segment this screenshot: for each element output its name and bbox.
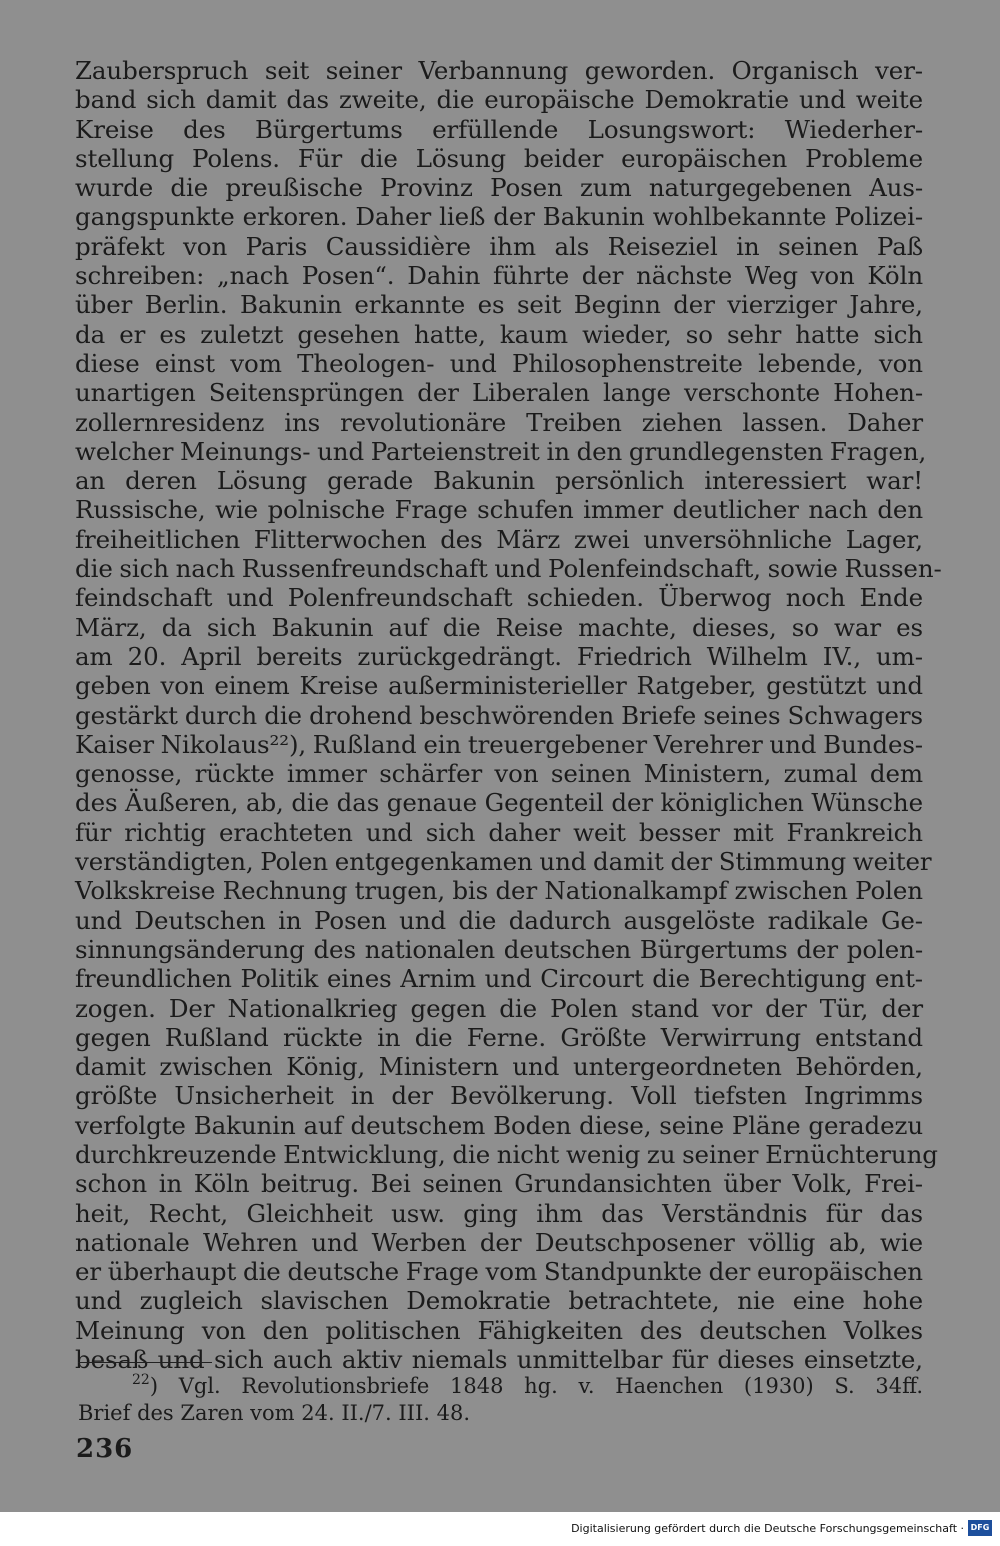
text-line: gestärkt durch die drohend beschwörenden Briefe seines Schwagers [75,700,923,730]
text-line: für richtig erachteten und sich daher weit besser mit Frankreich [75,817,923,847]
text-line: Russische, wie polnische Frage schufen immer deutlicher nach den [75,495,923,525]
text-line: verfolgte Bakunin auf deutschem Boden diese, seine Pläne geradezu [75,1110,923,1140]
text-line: am 20. April bereits zurückgedrängt. Friedrich Wilhelm IV., um- [75,641,923,671]
text-line: damit zwischen König, Ministern und untergeordneten Behörden, [75,1052,923,1082]
text-line: sinnungsänderung des nationalen deutschen Bürgertums der polen- [75,934,923,964]
text-line: des Äußeren, ab, die das genaue Gegenteil der königlichen Wünsche [75,788,923,818]
text-line: wurde die preußische Provinz Posen zum naturgegebenen Aus- [75,173,923,203]
text-line: März, da sich Bakunin auf die Reise machte, dieses, so war es [75,612,923,642]
text-line: Kaiser Nikolaus²²), Rußland ein treuergebener Verehrer und Bundes- [75,729,923,759]
dfg-logo: DFG [968,1520,992,1536]
text-line: Zauberspruch seit seiner Verbannung geworden. Organisch ver- [75,56,923,85]
text-line: gangspunkte erkoren. Daher ließ der Bakunin wohlbekannte Polizei- [75,202,923,232]
footnote-separator [78,1362,212,1363]
text-line: geben von einem Kreise außerministerieller Ratgeber, gestützt und [75,671,923,701]
text-line: gegen Rußland rückte in die Ferne. Größte Verwirrung entstand [75,1022,923,1052]
footnote-text-1: ) Vgl. Revolutionsbriefe 1848 hg. v. Haenchen (1930) S. 34ff. [149,1374,923,1398]
text-line: freiheitlichen Flitterwochen des März zwei unversöhnliche Lager, [75,524,923,554]
footnote-line-2: Brief des Zaren vom 24. II./7. III. 48. [78,1401,471,1425]
text-line: besaß und sich auch aktiv niemals unmittelbar für dieses einsetzte, [75,1345,923,1375]
text-line: durchkreuzende Entwicklung, die nicht wenig zu seiner Ernüchterung [75,1139,938,1169]
footnote-line-1 [78,1373,923,1400]
text-line: freundlichen Politik eines Arnim und Circourt die Berechtigung ent- [75,964,923,994]
text-line: schreiben: „nach Posen“. Dahin führte der nächste Weg von Köln [75,261,923,291]
text-line: verständigten, Polen entgegenkamen und damit der Stimmung weiter [75,847,932,877]
text-line: und zugleich slavischen Demokratie betrachtete, nie eine hohe [75,1286,923,1316]
text-line: unartigen Seitensprüngen der Liberalen lange verschonte Hohen- [75,378,923,408]
text-line: zollernresidenz ins revolutionäre Treiben ziehen lassen. Daher [75,407,923,437]
body-text [75,56,942,1375]
text-line: genosse, rückte immer schärfer von seinen Ministern, zumal dem [75,759,923,789]
text-line: band sich damit das zweite, die europäische Demokratie und weite [75,85,923,115]
footnote-marker: 22 [132,1372,150,1388]
text-line: stellung Polens. Für die Lösung beider europäischen Probleme [75,143,923,173]
text-line: Volkskreise Rechnung trugen, bis der Nationalkampf zwischen Polen [75,876,923,906]
text-line: feindschaft und Polenfreundschaft schieden. Überwog noch Ende [75,583,923,613]
text-line: diese einst vom Theologen- und Philosophenstreite lebende, von [75,348,923,378]
text-line: Kreise des Bürgertums erfüllende Losungswort: Wiederher- [75,114,923,144]
text-line: Meinung von den politischen Fähigkeiten des deutschen Volkes [75,1315,923,1345]
page-number: 236 [76,1434,134,1464]
text-line: zogen. Der Nationalkrieg gegen die Polen stand vor der Tür, der [75,993,923,1023]
text-line: welcher Meinungs- und Parteienstreit in den grundlegensten Fragen, [75,436,927,466]
text-line: da er es zuletzt gesehen hatte, kaum wieder, so sehr hatte sich [75,319,923,349]
text-line: schon in Köln beitrug. Bei seinen Grundansichten über Volk, Frei- [75,1169,923,1199]
digitization-credit: Digitalisierung gefördert durch die Deutsche Forschungsgemeinschaft · [571,1522,964,1535]
text-line: präfekt von Paris Caussidière ihm als Reiseziel in seinen Paß [75,231,923,261]
text-line: heit, Recht, Gleichheit usw. ging ihm das Verständnis für das [75,1198,923,1228]
text-line: an deren Lösung gerade Bakunin persönlich interessiert war! [75,466,923,496]
text-line: die sich nach Russenfreundschaft und Polenfeindschaft, sowie Russen- [75,554,942,584]
text-line: größte Unsicherheit in der Bevölkerung. Voll tiefsten Ingrimms [75,1081,923,1111]
footnotes [78,1373,923,1427]
text-line: über Berlin. Bakunin erkannte es seit Beginn der vierziger Jahre, [75,290,923,320]
text-line: er überhaupt die deutsche Frage vom Standpunkte der europäischen [75,1257,923,1287]
text-line: nationale Wehren und Werben der Deutschposener völlig ab, wie [75,1227,923,1257]
text-line: und Deutschen in Posen und die dadurch ausgelöste radikale Ge- [75,905,923,935]
